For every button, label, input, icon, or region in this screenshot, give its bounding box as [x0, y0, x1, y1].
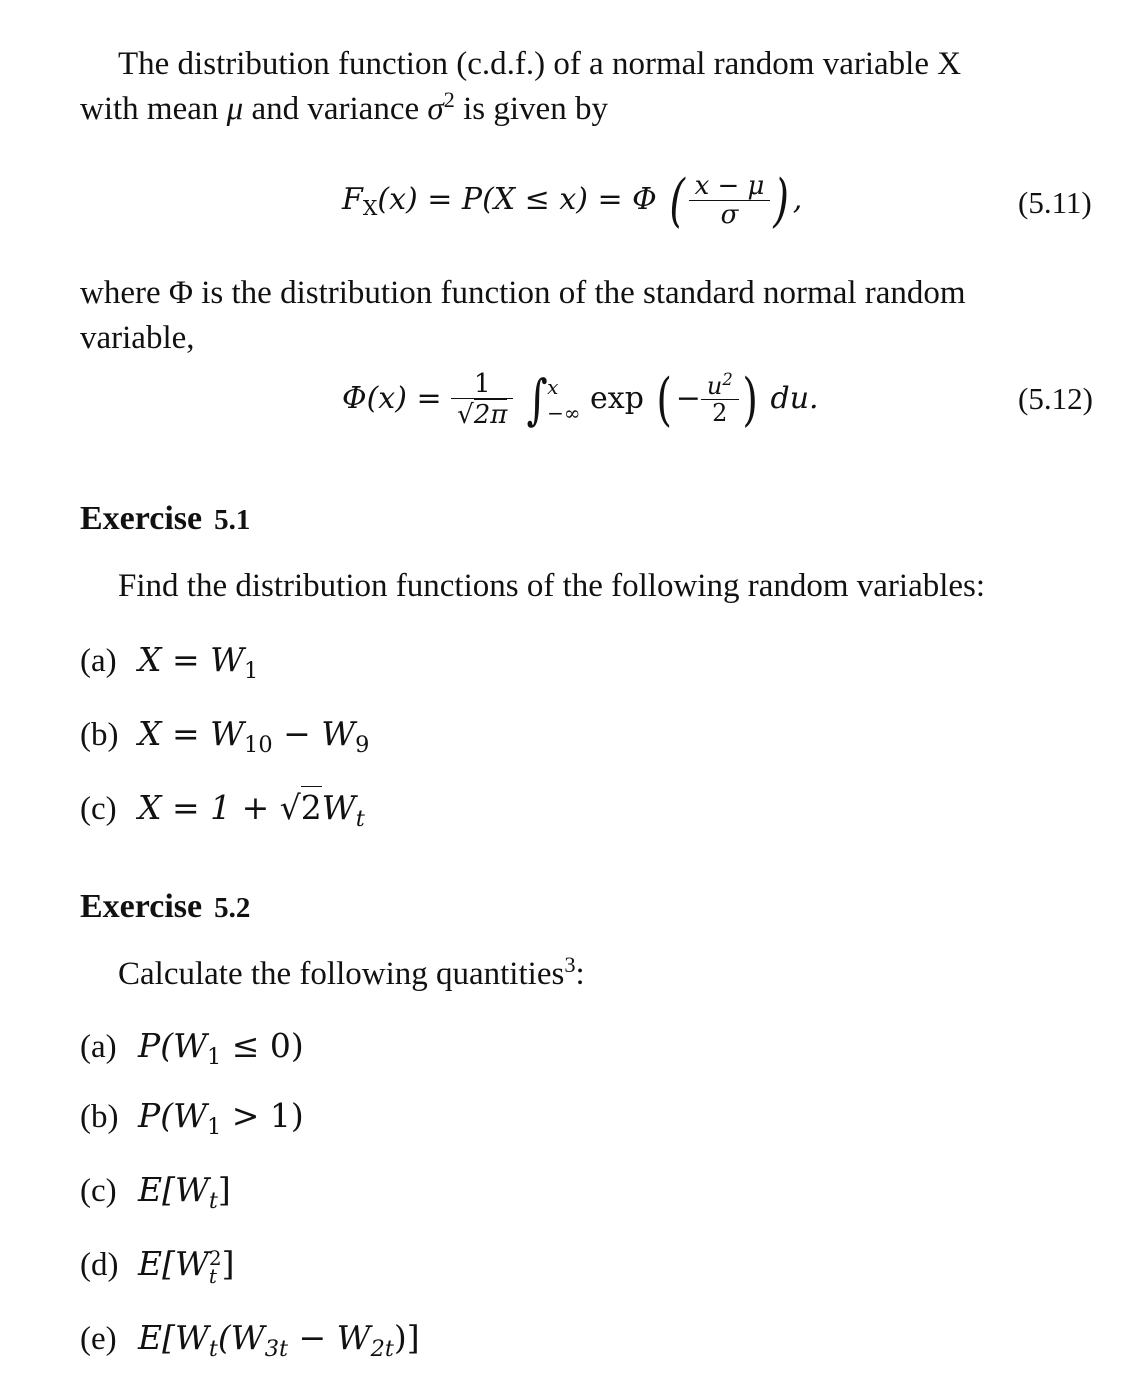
- eq2-frac-numerator: 1: [473, 368, 491, 399]
- mu-symbol: μ: [226, 91, 244, 127]
- radicand: 2: [300, 788, 322, 827]
- intro-text: and variance: [243, 91, 428, 127]
- heading-title: Exercise: [80, 888, 203, 925]
- list-item: [80, 714, 370, 758]
- right-paren: ): [742, 366, 758, 433]
- item-sub: 10: [244, 731, 273, 758]
- item-label: (c): [80, 1173, 117, 1209]
- intro-line-2: [80, 87, 608, 131]
- intro-line-1-text: The distribution function (c.d.f.) of a normal random variable X: [118, 46, 962, 82]
- minus-sign: −: [675, 381, 701, 416]
- heading-title: Exercise: [80, 500, 203, 537]
- list-item: [80, 1170, 231, 1214]
- eq2-radicand: 2π: [473, 399, 508, 430]
- heading-number: 5.1: [214, 504, 251, 536]
- eq2-inner-fraction: [701, 369, 739, 427]
- item-math: − W: [272, 714, 356, 753]
- exp-function: exp: [590, 381, 644, 416]
- item-math: )]: [393, 1318, 420, 1357]
- equation-5-11: [342, 167, 803, 234]
- item-math: E[W: [138, 1244, 209, 1283]
- item-sub: t: [208, 1335, 218, 1362]
- equation-number-5-12: (5.12): [1018, 381, 1093, 416]
- item-math: > 1): [221, 1096, 304, 1135]
- sqrt-symbol: √: [457, 399, 474, 430]
- item-sub: 3t: [264, 1335, 289, 1362]
- eq2-inner-denominator: 2: [701, 399, 739, 426]
- heading-number: 5.2: [214, 892, 251, 924]
- integral-sign: ∫: [526, 368, 548, 431]
- item-sub: 1: [207, 1043, 222, 1070]
- list-item: [80, 1096, 304, 1140]
- eq1-fraction: [689, 170, 771, 230]
- right-paren: ): [773, 167, 790, 234]
- equation-number-5-11: (5.11): [1018, 185, 1092, 220]
- item-sub: 9: [355, 731, 370, 758]
- where-line-1: where Φ is the distribution function of the standard normal random: [80, 275, 966, 311]
- list-item: [80, 1026, 304, 1070]
- intro-text: with mean: [80, 91, 227, 127]
- footnote-marker[interactable]: 3: [564, 951, 576, 977]
- inner-exponent: 2: [722, 369, 733, 389]
- eq2-differential: du.: [770, 381, 819, 416]
- list-item: [80, 1244, 235, 1289]
- sigma-symbol: σ: [427, 91, 444, 127]
- item-math: ]: [221, 1244, 235, 1283]
- item-label: (b): [80, 1099, 119, 1135]
- inner-u: u: [706, 371, 723, 400]
- item-math: P(W: [138, 1026, 207, 1065]
- eq2-frac-denominator: [451, 398, 513, 430]
- eq1-numerator: x − μ: [694, 170, 765, 201]
- item-math: X = 1 +: [138, 788, 280, 827]
- prompt-text: Calculate the following quantities: [118, 956, 565, 992]
- item-math: P(W: [138, 1096, 207, 1135]
- integral-limits: [547, 374, 580, 426]
- item-sup: 2: [208, 1246, 222, 1271]
- item-math: W: [321, 788, 356, 827]
- item-sub: 1: [244, 657, 259, 684]
- left-paren: (: [669, 167, 686, 234]
- sqrt-symbol: √: [279, 788, 301, 827]
- equation-5-12: [342, 364, 819, 434]
- intro-text: is given by: [454, 91, 608, 127]
- upper-limit: x: [547, 375, 559, 399]
- eq2-fraction: [451, 368, 513, 430]
- item-label: (d): [80, 1247, 119, 1283]
- item-sub: t: [355, 805, 365, 832]
- item-math: ]: [217, 1170, 231, 1209]
- lower-limit: −∞: [547, 401, 581, 425]
- item-math: E[W: [138, 1170, 209, 1209]
- where-line-2: variable,: [80, 320, 195, 356]
- item-label: (c): [80, 791, 117, 827]
- eq1-comma: ,: [792, 182, 803, 217]
- item-math: (W: [217, 1318, 265, 1357]
- item-label: (b): [80, 717, 119, 753]
- item-math: E[W: [138, 1318, 209, 1357]
- intro-line-1: [118, 42, 961, 86]
- eq1-denominator: σ: [689, 200, 771, 230]
- exercise-5-1-prompt: Find the distribution functions of the following random variables:: [118, 568, 986, 604]
- exercise-5-2-heading: [80, 888, 250, 926]
- item-sub: 1: [207, 1113, 222, 1140]
- item-sub: t: [208, 1264, 217, 1289]
- sup-sub-stack: [208, 1246, 222, 1289]
- item-label: (a): [80, 643, 117, 679]
- item-label: (a): [80, 1029, 117, 1065]
- eq1-lhs: F: [342, 182, 363, 217]
- item-label: (e): [80, 1321, 117, 1357]
- eq2-inner-numerator: [701, 369, 739, 400]
- list-item: [80, 1318, 420, 1362]
- eq1-lhs-rest: (x) = P(X ≤ x) = Φ: [377, 182, 657, 217]
- item-math: X = W: [138, 714, 245, 753]
- eq1-lhs-sub: X: [362, 196, 378, 221]
- left-paren: (: [656, 366, 673, 433]
- item-math: X = W: [138, 640, 245, 679]
- eq2-lhs: Φ(x) =: [342, 381, 442, 416]
- exercise-5-1-heading: [80, 500, 250, 538]
- exercise-5-2-prompt: [118, 952, 585, 996]
- sigma-exponent: 2: [443, 86, 455, 112]
- item-sub: 2t: [370, 1335, 394, 1362]
- prompt-colon: :: [575, 956, 585, 992]
- item-math: ≤ 0): [221, 1026, 304, 1065]
- list-item: [80, 640, 259, 684]
- item-math: − W: [288, 1318, 371, 1357]
- item-sub: t: [208, 1187, 218, 1214]
- list-item: [80, 786, 365, 832]
